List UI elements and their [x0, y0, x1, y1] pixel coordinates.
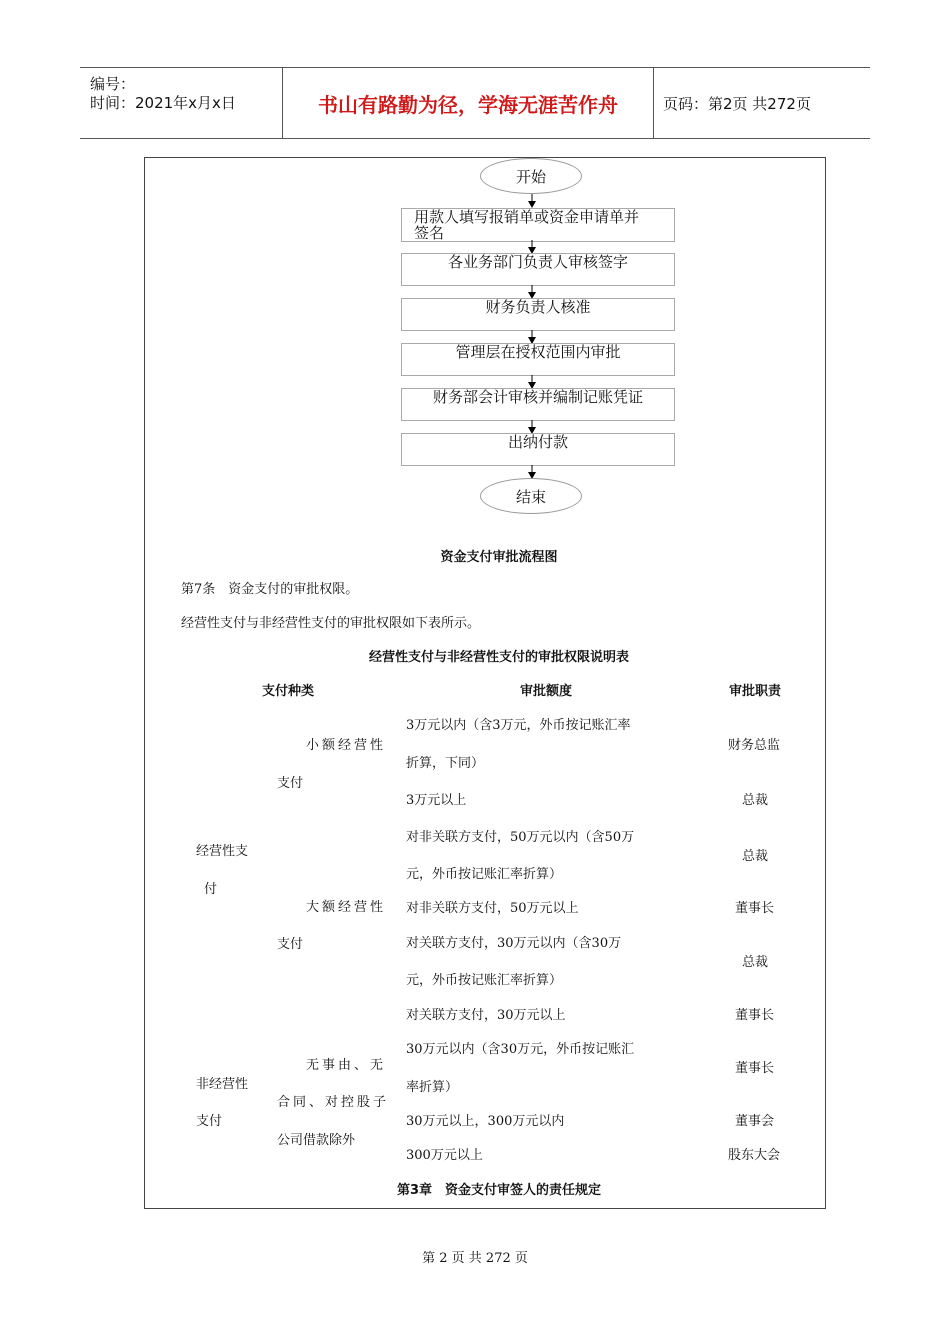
flow-arrow: [527, 420, 537, 434]
amount-cell: 3万元以上: [406, 793, 467, 808]
flowchart-caption: 资金支付审批流程图: [440, 550, 558, 565]
approver-cell: 总裁: [742, 793, 769, 808]
sub-nonoperating-3: 公司借款除外: [277, 1133, 356, 1148]
page-header: [80, 67, 870, 139]
header-info: [80, 68, 283, 138]
header-approver: 审批职责: [729, 684, 782, 699]
amount-cell: 30万元以上，300万元以内: [406, 1114, 565, 1129]
approver-cell: 财务总监: [728, 738, 781, 753]
sub-small-operating-2: 支付: [277, 776, 304, 791]
approver-cell: 董事长: [735, 901, 775, 916]
flow-step-3-label: 财务负责人核准: [485, 298, 591, 316]
flow-step-4-label: 管理层在授权范围内审批: [455, 343, 621, 361]
header-amount: 审批额度: [520, 684, 573, 699]
number-label: 编号：: [90, 75, 136, 93]
sub-large-operating-2: 支付: [277, 937, 304, 952]
approver-cell: 董事长: [735, 1061, 775, 1076]
category-operating: 经营性支: [196, 844, 249, 859]
flow-end: 结束: [480, 478, 582, 514]
amount-cell: 元，外币按记账汇率折算）: [406, 973, 563, 988]
page-footer: 第 2 页 共 272 页: [422, 1251, 528, 1266]
header-motto: 书山有路勤为径，学海无涯苦作舟: [283, 68, 654, 138]
flow-step-2-label: 各业务部门负责人审核签字: [447, 253, 628, 271]
flow-step-3: [401, 298, 675, 331]
flow-step-1: [401, 208, 675, 242]
flow-step-5: [401, 388, 675, 421]
flow-arrow: [527, 240, 537, 254]
flow-step-1-line1: 用款人填写报销单或资金申请单并: [414, 208, 640, 226]
amount-cell: 对关联方支付，30万元以内（含30万: [406, 936, 622, 951]
flow-step-2: [401, 253, 675, 286]
amount-cell: 对非关联方支付，50万元以上: [406, 901, 579, 916]
amount-cell: 元，外币按记账汇率折算）: [406, 867, 563, 882]
flow-arrow: [527, 285, 537, 299]
category-nonoperating: 非经营性: [196, 1077, 249, 1092]
approver-cell: 董事会: [735, 1114, 775, 1129]
chapter-heading: 第3章 资金支付审签人的责任规定: [396, 1183, 602, 1198]
sub-small-operating: 小额经营性: [306, 738, 387, 753]
flow-step-5-label: 财务部会计审核并编制记账凭证: [432, 388, 643, 406]
approver-cell: 总裁: [742, 955, 769, 970]
amount-cell: 300万元以上: [406, 1148, 483, 1163]
approver-cell: 总裁: [742, 849, 769, 864]
amount-cell: 对关联方支付，30万元以上: [406, 1008, 566, 1023]
approver-cell: 股东大会: [728, 1148, 781, 1163]
sub-large-operating: 大额经营性: [306, 900, 387, 915]
amount-cell: 30万元以内（含30万元，外币按记账汇: [406, 1042, 635, 1057]
flow-step-6-label: 出纳付款: [507, 433, 568, 451]
article-heading: 第7条 资金支付的审批权限。: [181, 582, 359, 597]
amount-cell: 3万元以内（含3万元，外币按记账汇率: [406, 718, 631, 733]
header-page-info: 页码：第2页 共272页: [663, 94, 811, 113]
amount-cell: 率折算）: [406, 1080, 459, 1095]
date-label: 时间：2021年x月x日: [90, 94, 236, 112]
flow-step-4: [401, 343, 675, 376]
sub-nonoperating-2: 合同、对控股子: [277, 1095, 390, 1110]
sub-nonoperating: 无事由、无: [306, 1058, 387, 1073]
intro-paragraph: 经营性支付与非经营性支付的审批权限如下表所示。: [181, 616, 481, 631]
approver-cell: 董事长: [735, 1008, 775, 1023]
header-payment-type: 支付种类: [262, 684, 315, 699]
flow-arrow: [527, 194, 537, 208]
flow-arrow: [527, 465, 537, 479]
amount-cell: 对非关联方支付，50万元以内（含50万: [406, 830, 635, 845]
flow-step-1-line2: 签名: [414, 224, 445, 242]
category-operating-2: 付: [204, 882, 218, 897]
flow-arrow: [527, 330, 537, 344]
table-title: 经营性支付与非经营性支付的审批权限说明表: [368, 650, 629, 665]
flow-arrow: [527, 375, 537, 389]
amount-cell: 折算，下同）: [406, 756, 485, 771]
flow-start: 开始: [480, 158, 582, 194]
category-nonoperating-2: 支付: [196, 1114, 223, 1129]
flow-step-6: [401, 433, 675, 466]
